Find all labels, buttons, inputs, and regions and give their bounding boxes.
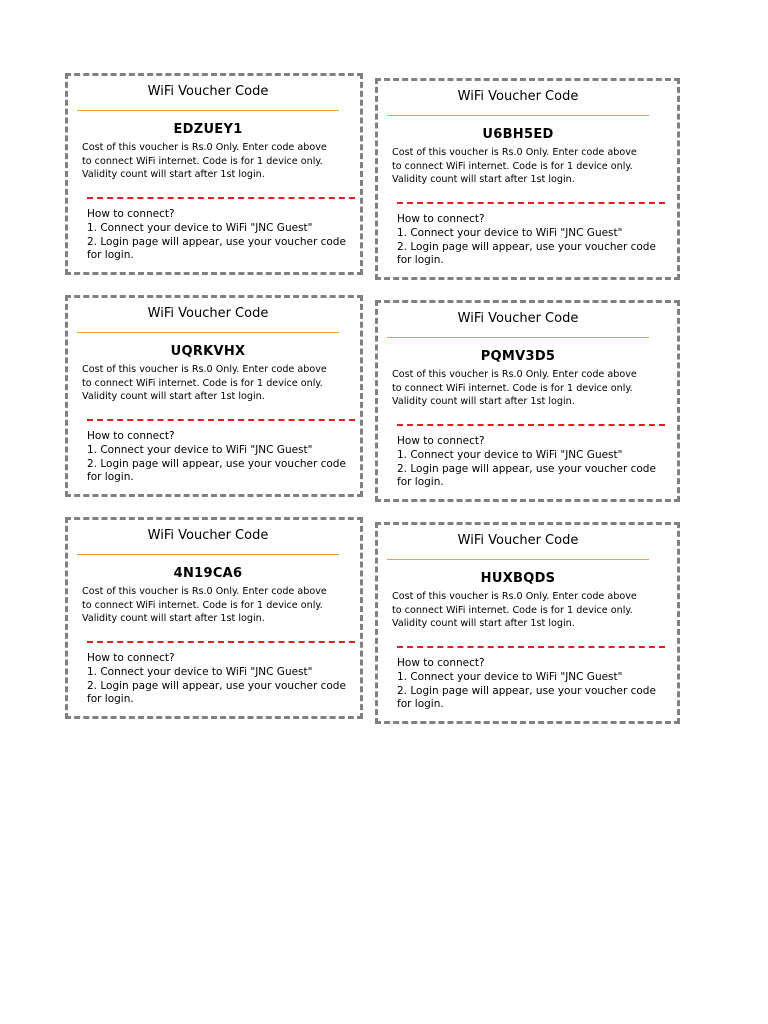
howto-line: 2. Login page will appear, use your voucher code	[87, 679, 346, 692]
voucher-title: WiFi Voucher Code	[147, 84, 269, 99]
how-to-connect	[397, 435, 667, 490]
voucher-code: PQMV3D5	[480, 349, 556, 364]
howto-line: How to connect?	[87, 652, 175, 664]
howto-line: 2. Login page will appear, use your voucher code	[397, 462, 656, 475]
voucher-description	[392, 590, 662, 631]
title-underline	[387, 559, 649, 560]
voucher-card-2	[375, 78, 680, 280]
howto-line: How to connect?	[397, 213, 485, 225]
howto-line: 1. Connect your device to WiFi "JNC Guest"	[397, 448, 623, 461]
voucher-title: WiFi Voucher Code	[457, 311, 579, 326]
how-to-connect	[397, 657, 667, 712]
how-to-connect	[397, 213, 667, 268]
description-line: Cost of this voucher is Rs.0 Only. Enter code above	[82, 586, 327, 597]
voucher-card-1	[65, 73, 363, 275]
description-line: Cost of this voucher is Rs.0 Only. Enter code above	[392, 591, 637, 602]
description-line: Validity count will start after 1st login.	[82, 391, 265, 403]
description-line: Cost of this voucher is Rs.0 Only. Enter code above	[392, 147, 637, 158]
voucher-title: WiFi Voucher Code	[457, 533, 579, 548]
cut-separator	[87, 419, 355, 421]
howto-line: for login.	[87, 693, 134, 706]
cut-separator	[397, 646, 665, 648]
howto-line: for login.	[397, 476, 444, 489]
howto-line: 1. Connect your device to WiFi "JNC Guest"	[397, 226, 623, 239]
howto-line: for login.	[397, 698, 444, 711]
voucher-title: WiFi Voucher Code	[147, 528, 269, 543]
howto-line: 1. Connect your device to WiFi "JNC Guest"	[87, 443, 313, 456]
voucher-description	[392, 146, 662, 187]
how-to-connect	[87, 430, 357, 485]
voucher-code: 4N19CA6	[173, 566, 243, 581]
description-line: to connect WiFi internet. Code is for 1 device only.	[392, 382, 633, 394]
voucher-description	[82, 363, 352, 404]
title-underline	[77, 554, 339, 555]
how-to-connect	[87, 208, 357, 263]
description-line: to connect WiFi internet. Code is for 1 device only.	[82, 377, 323, 389]
howto-line: 2. Login page will appear, use your voucher code	[87, 457, 346, 470]
voucher-card-6	[375, 522, 680, 724]
voucher-code: U6BH5ED	[482, 127, 554, 142]
cut-separator	[87, 641, 355, 643]
howto-line: for login.	[397, 254, 444, 267]
howto-line: 2. Login page will appear, use your voucher code	[397, 684, 656, 697]
description-line: to connect WiFi internet. Code is for 1 device only.	[392, 604, 633, 616]
cut-separator	[397, 424, 665, 426]
howto-line: 1. Connect your device to WiFi "JNC Guest"	[87, 665, 313, 678]
voucher-code: HUXBQDS	[480, 571, 556, 586]
voucher-code: EDZUEY1	[173, 122, 243, 137]
howto-line: How to connect?	[87, 430, 175, 442]
description-line: Validity count will start after 1st login.	[392, 396, 575, 408]
title-underline	[77, 110, 339, 111]
title-underline	[387, 115, 649, 116]
howto-line: 1. Connect your device to WiFi "JNC Guest"	[397, 670, 623, 683]
how-to-connect	[87, 652, 357, 707]
voucher-description	[392, 368, 662, 409]
howto-line: How to connect?	[397, 657, 485, 669]
howto-line: 2. Login page will appear, use your voucher code	[397, 240, 656, 253]
description-line: to connect WiFi internet. Code is for 1 device only.	[82, 155, 323, 167]
description-line: Cost of this voucher is Rs.0 Only. Enter code above	[82, 364, 327, 375]
description-line: Cost of this voucher is Rs.0 Only. Enter code above	[82, 142, 327, 153]
howto-line: 1. Connect your device to WiFi "JNC Guest"	[87, 221, 313, 234]
cut-separator	[397, 202, 665, 204]
description-line: Validity count will start after 1st login.	[392, 618, 575, 630]
voucher-title: WiFi Voucher Code	[457, 89, 579, 104]
title-underline	[77, 332, 339, 333]
howto-line: How to connect?	[87, 208, 175, 220]
voucher-description	[82, 585, 352, 626]
voucher-card-3	[65, 295, 363, 497]
voucher-description	[82, 141, 352, 182]
howto-line: 2. Login page will appear, use your voucher code	[87, 235, 346, 248]
voucher-card-5	[65, 517, 363, 719]
voucher-card-4	[375, 300, 680, 502]
description-line: to connect WiFi internet. Code is for 1 device only.	[82, 599, 323, 611]
description-line: Cost of this voucher is Rs.0 Only. Enter code above	[392, 369, 637, 380]
howto-line: for login.	[87, 249, 134, 262]
voucher-code: UQRKVHX	[170, 344, 246, 359]
howto-line: How to connect?	[397, 435, 485, 447]
title-underline	[387, 337, 649, 338]
description-line: Validity count will start after 1st login.	[392, 174, 575, 186]
voucher-title: WiFi Voucher Code	[147, 306, 269, 321]
cut-separator	[87, 197, 355, 199]
description-line: Validity count will start after 1st login.	[82, 169, 265, 181]
description-line: Validity count will start after 1st login.	[82, 613, 265, 625]
howto-line: for login.	[87, 471, 134, 484]
description-line: to connect WiFi internet. Code is for 1 device only.	[392, 160, 633, 172]
